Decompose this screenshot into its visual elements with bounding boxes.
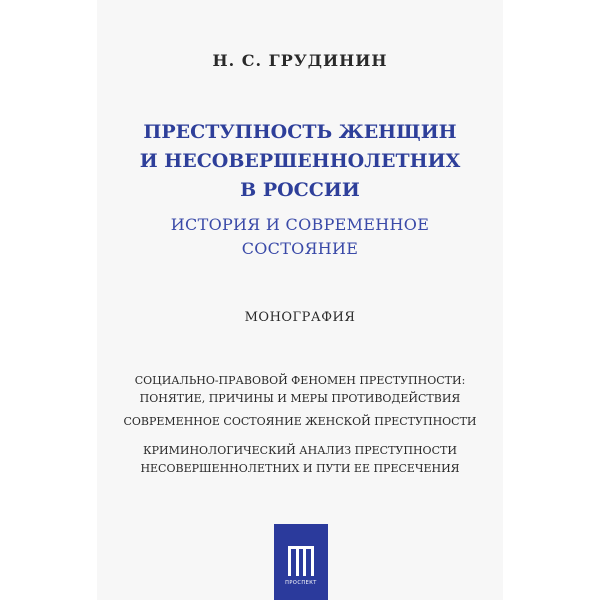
title-line-2: И НЕСОВЕРШЕННОЛЕТНИХ <box>139 150 461 172</box>
topic-3-line-1: КРИМИНОЛОГИЧЕСКИЙ АНАЛИЗ ПРЕСТУПНОСТИ <box>143 444 457 457</box>
topic-2-line-1: СОВРЕМЕННОЕ СОСТОЯНИЕ ЖЕНСКОЙ ПРЕСТУПНОСТИ <box>123 415 477 428</box>
topic-1-line-1: СОЦИАЛЬНО-ПРАВОВОЙ ФЕНОМЕН ПРЕСТУПНОСТИ: <box>134 374 466 387</box>
author-name: Н. С. ГРУДИНИН <box>212 51 388 70</box>
book-subtitle <box>97 213 503 261</box>
book-title <box>97 118 503 205</box>
genre-label: МОНОГРАФИЯ <box>244 310 356 325</box>
title-line-3: В РОССИИ <box>240 179 360 201</box>
topic-item-1 <box>97 372 503 408</box>
publisher-logo <box>274 524 328 600</box>
topic-3-line-2: НЕСОВЕРШЕННОЛЕТНИХ И ПУТИ ЕЕ ПРЕСЕЧЕНИЯ <box>140 462 460 475</box>
topic-item-2 <box>97 413 503 431</box>
book-cover <box>97 0 503 600</box>
publisher-name: ПРОСПЕКТ <box>285 580 317 586</box>
topic-item-3 <box>97 442 503 478</box>
subtitle-line-1: ИСТОРИЯ И СОВРЕМЕННОЕ <box>170 215 430 234</box>
publisher-emblem-icon <box>288 546 314 576</box>
topic-1-line-2: ПОНЯТИЕ, ПРИЧИНЫ И МЕРЫ ПРОТИВОДЕЙСТВИЯ <box>139 392 461 405</box>
title-line-1: ПРЕСТУПНОСТЬ ЖЕНЩИН <box>143 121 457 143</box>
subtitle-line-2: СОСТОЯНИЕ <box>241 239 359 258</box>
